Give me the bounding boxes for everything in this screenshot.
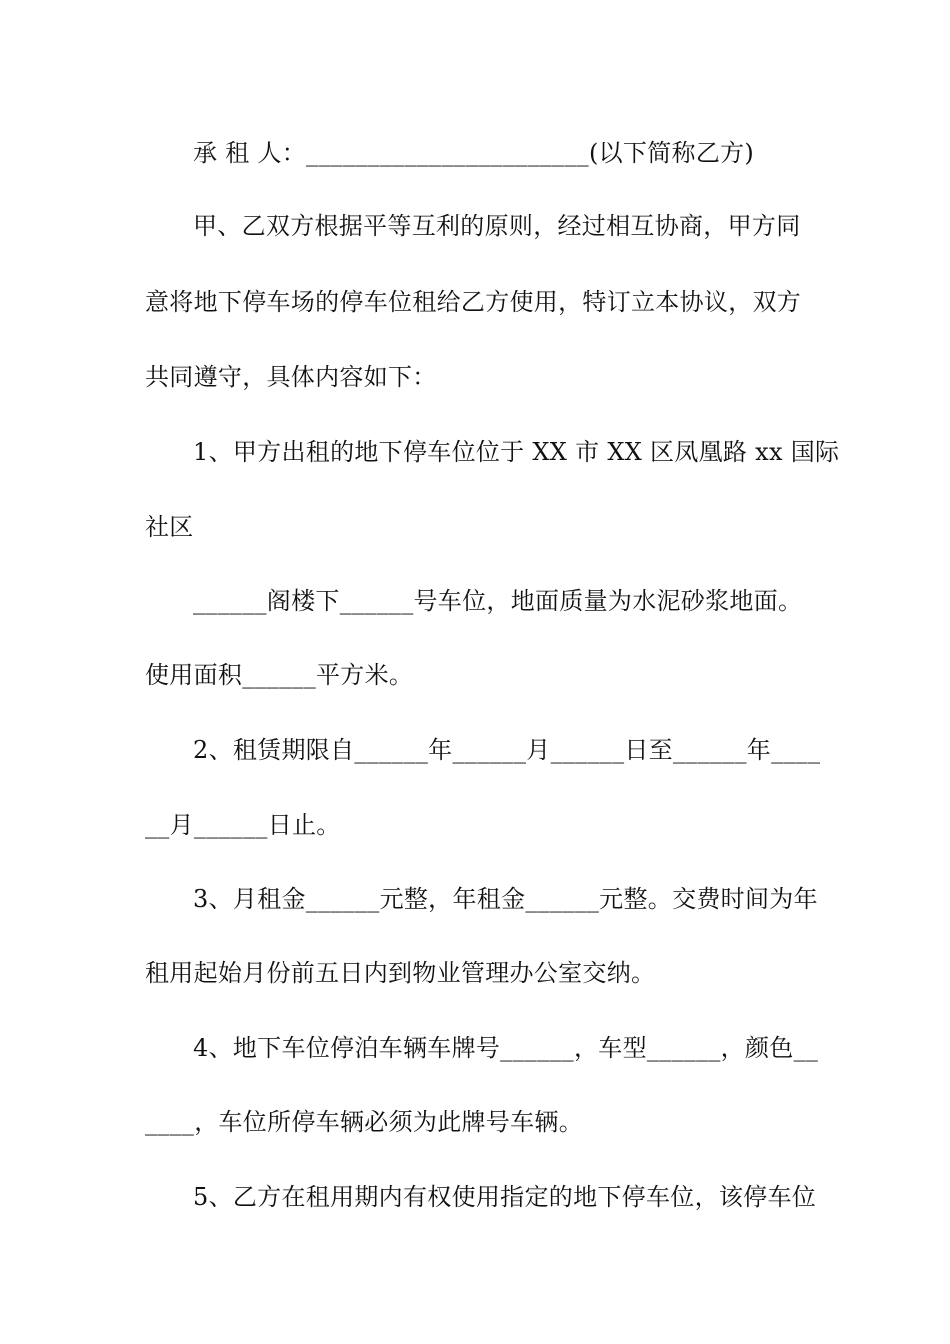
paragraph-intro-line-3: 共同遵守，具体内容如下： [145,363,437,391]
clause-1-line-4: 使用面积______平方米。 [145,661,414,689]
clause-2-line-2: __月______日止。 [145,811,341,839]
clause-1-line-3: ______阁楼下______号车位，地面质量为水泥砂浆地面。 [193,587,803,615]
clause-1-line-2: 社区 [145,513,194,541]
clause-1-line-1: 1、甲方出租的地下停车位位于 XX 市 XX 区凤凰路 xx 国际 [193,438,840,466]
paragraph-intro-line-1: 甲、乙双方根据平等互利的原则，经过相互协商，甲方同 [193,212,801,240]
clause-4-line-2: ____，车位所停车辆必须为此牌号车辆。 [145,1108,583,1136]
lessee-line: 承 租 人：_______________________(以下简称乙方) [193,139,755,167]
clause-3-line-1: 3、月租金______元整，年租金______元整。交费时间为年 [193,885,818,913]
clause-5-line-1: 5、乙方在租用期内有权使用指定的地下停车位，该停车位 [193,1183,817,1211]
clause-3-line-2: 租用起始月份前五日内到物业管理办公室交纳。 [145,959,656,987]
clause-4-line-1: 4、地下车位停泊车辆车牌号______，车型______，颜色__ [193,1034,819,1062]
paragraph-intro-line-2: 意将地下停车场的停车位租给乙方使用，特订立本协议，双方 [145,288,802,316]
clause-2-line-1: 2、租赁期限自______年______月______日至______年____ [193,736,821,764]
